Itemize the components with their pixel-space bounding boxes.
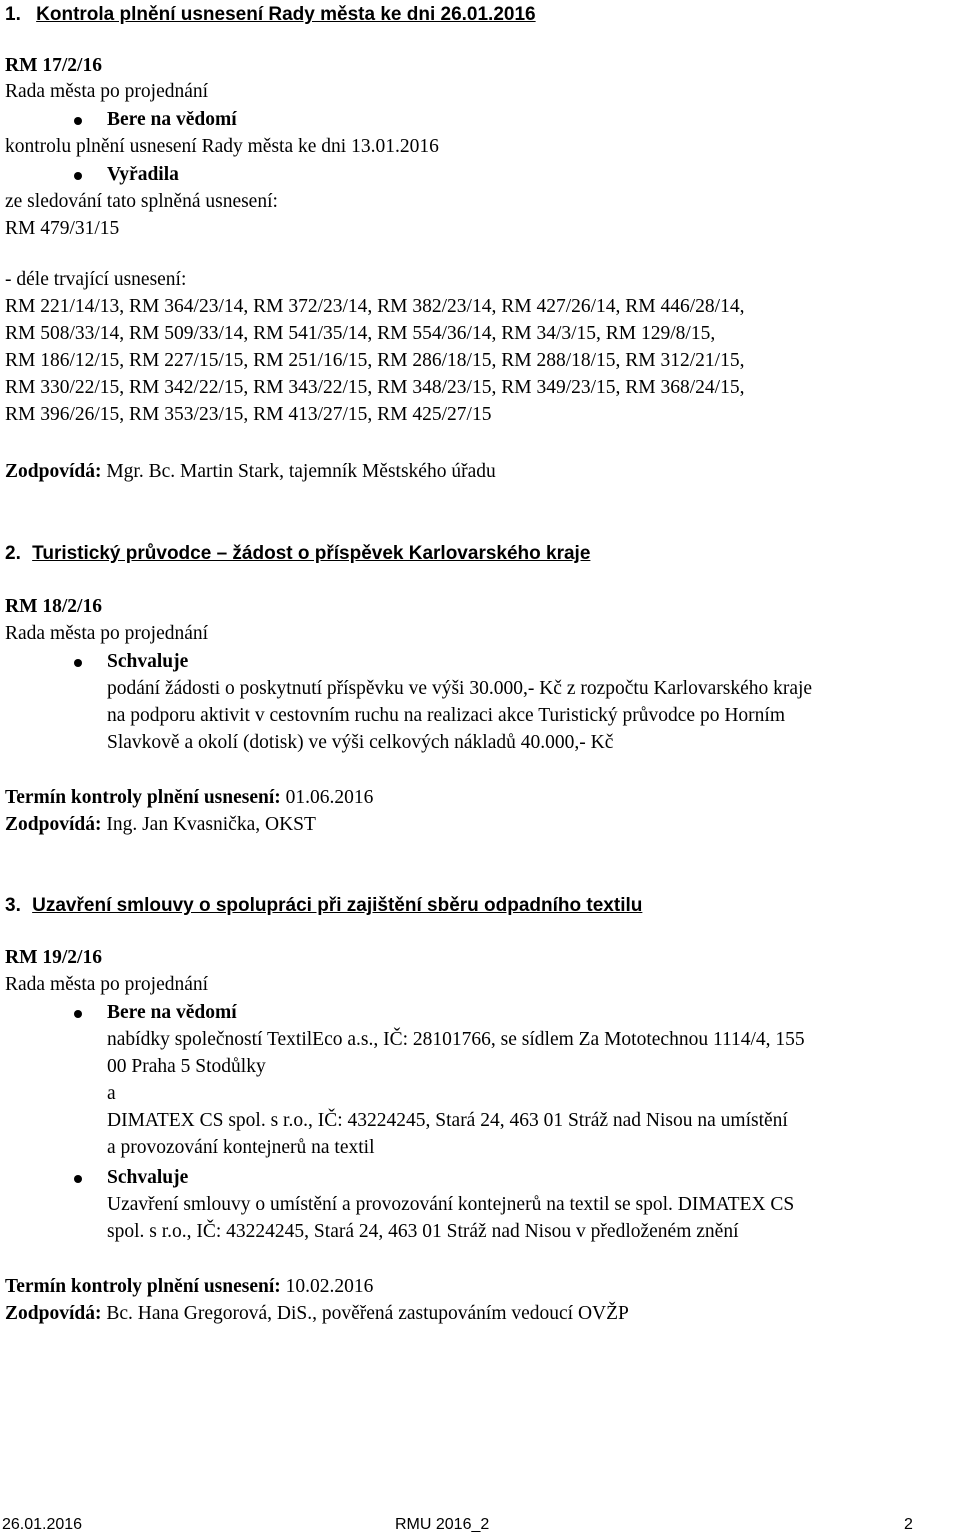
section-2-deadline [5, 785, 373, 811]
deadline-value: 01.06.2016 [280, 787, 374, 808]
section-3-title: Uzavření smlouvy o spolupráci při zajištění sběru odpadního textilu [32, 895, 643, 916]
section-3-bullet-2-line: Uzavření smlouvy o umístění a provozování kontejnerů na textil se spol. DIMATEX CS [107, 1194, 795, 1215]
section-3-number: 3. [5, 895, 21, 916]
section-2-bullet-1-line: na podporu aktivit v cestovním ruchu na realizaci akce Turistický průvodce po Horním [107, 705, 785, 726]
section-1-long-line: RM 186/12/15, RM 227/15/15, RM 251/16/15, RM 286/18/15, RM 288/18/15, RM 312/21/15, [5, 350, 745, 371]
section-2-rm: RM 18/2/16 [5, 596, 102, 617]
footer-date: 26.01.2016 [2, 1516, 83, 1533]
responsible-label: Zodpovídá: [5, 814, 102, 835]
section-1-bullet-2-text-1: ze sledování tato splněná usnesení: [5, 191, 278, 212]
responsible-label: Zodpovídá: [5, 461, 102, 482]
section-3-rm: RM 19/2/16 [5, 947, 102, 968]
section-3-deadline [5, 1274, 373, 1300]
responsible-value: Bc. Hana Gregorová, DiS., pověřená zastupováním vedoucí OVŽP [101, 1303, 629, 1324]
section-2-title: Turistický průvodce – žádost o příspěvek Karlovarského kraje [32, 543, 591, 564]
section-1-long-line: RM 330/22/15, RM 342/22/15, RM 343/22/15, RM 348/23/15, RM 349/23/15, RM 368/24/15, [5, 377, 745, 398]
section-2-responsible [5, 812, 316, 838]
section-1-heading [5, 2, 536, 28]
section-1-bullet-1-label: Bere na vědomí [107, 109, 237, 130]
bullet-icon [74, 1175, 82, 1183]
section-3-bullet-1-line: DIMATEX CS spol. s r.o., IČ: 43224245, Stará 24, 463 01 Stráž nad Nisou na umístění [107, 1110, 788, 1131]
section-1-rm: RM 17/2/16 [5, 55, 102, 76]
section-3-bullet-2-label: Schvaluje [107, 1167, 189, 1188]
section-3-responsible [5, 1301, 629, 1327]
responsible-value: Ing. Jan Kvasnička, OKST [101, 814, 316, 835]
footer-page-number: 2 [904, 1516, 913, 1533]
section-2-heading [5, 541, 590, 567]
section-1-bullet-2-text-2: RM 479/31/15 [5, 218, 120, 239]
section-3-bullet-1-line: nabídky společností TextilEco a.s., IČ: 28101766, se sídlem Za Mototechnou 1114/4, 155 [107, 1029, 805, 1050]
bullet-icon [74, 117, 82, 125]
section-3-bullet-1-line: a [107, 1083, 116, 1104]
section-1-number: 1. [5, 4, 21, 25]
section-3-bullet-1-line: a provozování kontejnerů na textil [107, 1137, 375, 1158]
section-3-intro: Rada města po projednání [5, 974, 209, 995]
deadline-label: Termín kontroly plnění usnesení: [5, 787, 281, 808]
deadline-value: 10.02.2016 [280, 1276, 374, 1297]
bullet-icon [74, 1010, 82, 1018]
section-1-long-line: RM 508/33/14, RM 509/33/14, RM 541/35/14, RM 554/36/14, RM 34/3/15, RM 129/8/15, [5, 323, 716, 344]
section-3-heading [5, 893, 642, 919]
section-3-bullet-1-line: 00 Praha 5 Stodůlky [107, 1056, 266, 1077]
footer-document-id: RMU 2016_2 [395, 1516, 490, 1533]
section-2-intro: Rada města po projednání [5, 623, 209, 644]
section-1-long-line: RM 221/14/13, RM 364/23/14, RM 372/23/14, RM 382/23/14, RM 427/26/14, RM 446/28/14, [5, 296, 745, 317]
bullet-icon [74, 172, 82, 180]
section-1-long-label: - déle trvající usnesení: [5, 269, 187, 290]
section-1-responsible [5, 459, 496, 485]
section-1-title: Kontrola plnění usnesení Rady města ke dni 26.01.2016 [36, 4, 536, 25]
section-3-bullet-2-line: spol. s r.o., IČ: 43224245, Stará 24, 463 01 Stráž nad Nisou v předloženém znění [107, 1221, 739, 1242]
section-2-bullet-1-line: Slavkově a okolí (dotisk) ve výši celkových nákladů 40.000,- Kč [107, 732, 614, 753]
section-3-bullet-1-label: Bere na vědomí [107, 1002, 237, 1023]
deadline-label: Termín kontroly plnění usnesení: [5, 1276, 281, 1297]
section-1-long-line: RM 396/26/15, RM 353/23/15, RM 413/27/15, RM 425/27/15 [5, 404, 492, 425]
section-2-bullet-1-label: Schvaluje [107, 651, 189, 672]
bullet-icon [74, 659, 82, 667]
responsible-value: Mgr. Bc. Martin Stark, tajemník Městského úřadu [101, 461, 496, 482]
responsible-label: Zodpovídá: [5, 1303, 102, 1324]
section-1-bullet-2-label: Vyřadila [107, 164, 179, 185]
section-2-number: 2. [5, 543, 21, 564]
section-1-intro: Rada města po projednání [5, 81, 209, 102]
section-2-bullet-1-line: podání žádosti o poskytnutí příspěvku ve výši 30.000,- Kč z rozpočtu Karlovarského kraje [107, 678, 813, 699]
section-1-bullet-1-text: kontrolu plnění usnesení Rady města ke dni 13.01.2016 [5, 136, 439, 157]
